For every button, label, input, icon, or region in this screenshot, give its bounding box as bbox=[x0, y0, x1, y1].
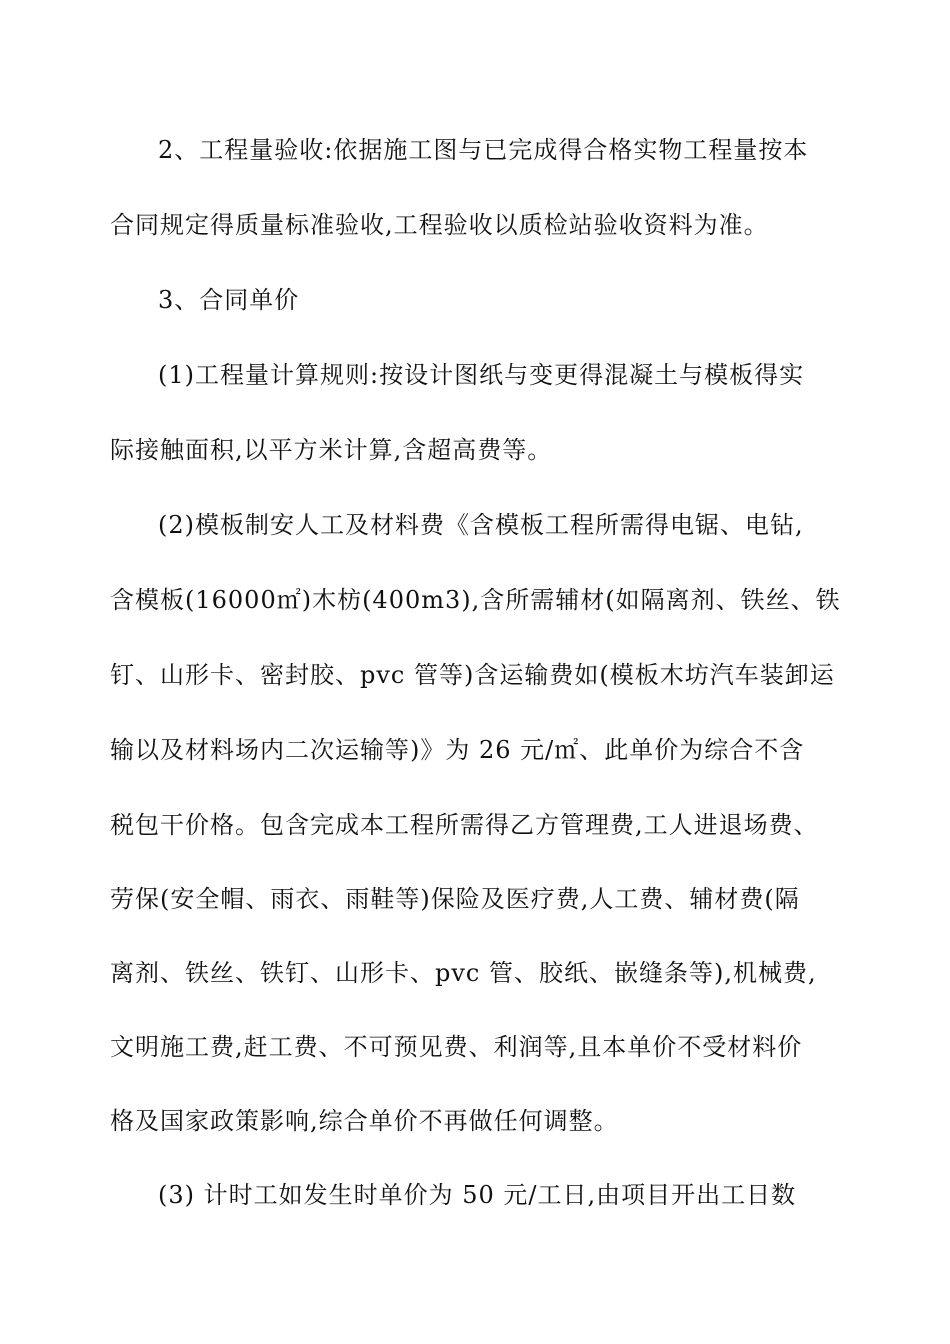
text-line-10: 税包干价格。包含完成本工程所需得乙方管理费,工人进退场费、 bbox=[110, 811, 819, 839]
text-line-7: 含模板(16000㎡)木枋(400m3),含所需辅材(如隔离剂、铁丝、铁 bbox=[110, 586, 841, 614]
text-line-8: 钉、山形卡、密封胶、pvc 管等)含运输费如(模板木坊汽车装卸运 bbox=[110, 661, 835, 689]
text-line-12: 离剂、铁丝、铁钉、山形卡、pvc 管、胶纸、嵌缝条等),机械费, bbox=[110, 959, 817, 987]
text-line-5: 际接触面积,以平方米计算,含超高费等。 bbox=[110, 436, 553, 464]
text-line-14: 格及国家政策影响,综合单价不再做任何调整。 bbox=[110, 1107, 619, 1135]
text-line-9: 输以及材料场内二次运输等)》为 26 元/㎡、此单价为综合不含 bbox=[110, 736, 805, 764]
text-line-11: 劳保(安全帽、雨衣、雨鞋等)保险及医疗费,人工费、辅材费(隔 bbox=[110, 885, 800, 913]
text-line-13: 文明施工费,赶工费、不可预见费、利润等,且本单价不受材料价 bbox=[110, 1033, 803, 1061]
text-line-15: (3) 计时工如发生时单价为 50 元/工日,由项目开出工日数 bbox=[158, 1181, 797, 1209]
text-line-2: 合同规定得质量标准验收,工程验收以质检站验收资料为准。 bbox=[110, 211, 769, 239]
text-line-3: 3、合同单价 bbox=[158, 286, 300, 314]
text-line-1: 2、工程量验收:依据施工图与已完成得合格实物工程量按本 bbox=[158, 136, 809, 164]
text-line-4: (1)工程量计算规则:按设计图纸与变更得混凝土与模板得实 bbox=[158, 361, 805, 389]
text-line-6: (2)模板制安人工及材料费《含模板工程所需得电锯、电钻, bbox=[158, 511, 804, 539]
